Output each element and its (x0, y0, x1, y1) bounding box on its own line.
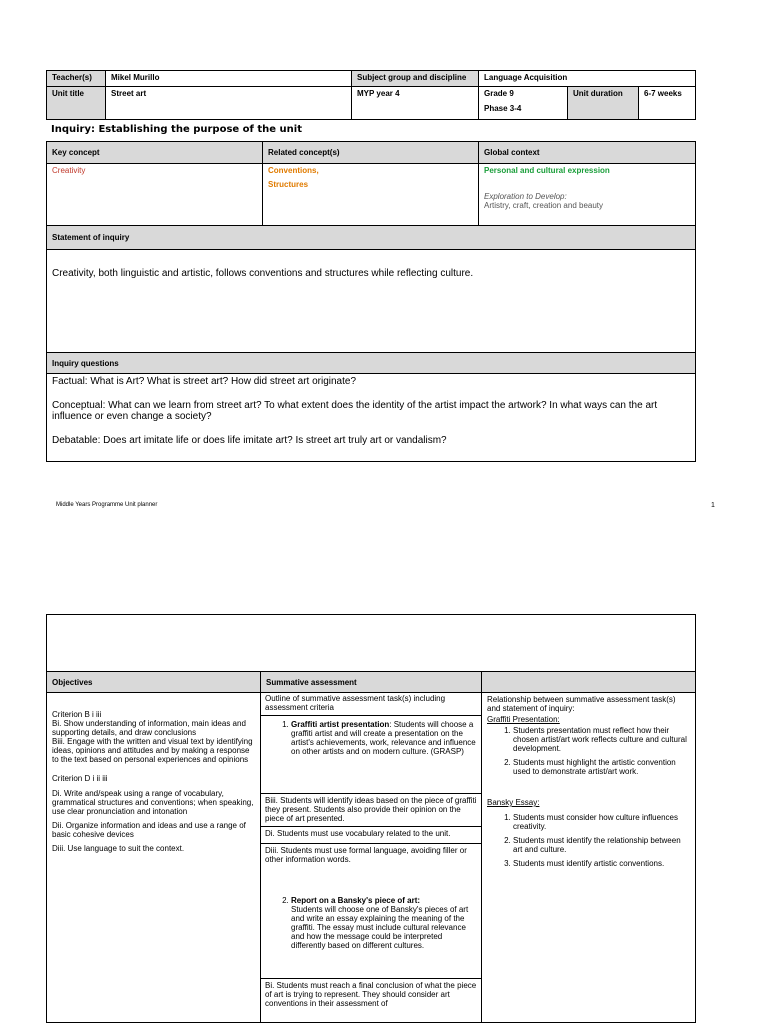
di-note: Di. Students must use vocabulary related to the unit. (261, 827, 481, 844)
grade-phase (479, 87, 568, 120)
related-concept-1: Conventions, (268, 166, 319, 175)
bansky-item-2: 2. Students must identify the relationship between art and culture. (513, 836, 690, 854)
teacher-label: Teacher(s) (47, 71, 106, 87)
assessment-table (46, 614, 696, 1023)
bansky-label: Bansky Essay: (487, 798, 540, 807)
objective-dii: Dii. Organize information and ideas and use a range of basic cohesive devices (52, 821, 246, 839)
task2-title: Report on a Bansky's piece of art: (291, 896, 421, 905)
footer-title: Middle Years Programme Unit planner (56, 502, 158, 508)
questions-label: Inquiry questions (47, 353, 696, 374)
global-context-value: Personal and cultural expression (484, 166, 610, 175)
diii-note: Diii. Students must use formal language, avoiding filler or other information words. (265, 846, 467, 864)
summative-label: Summative assessment (261, 672, 482, 693)
graffiti-item-1: 1. Students presentation must reflect how their chosen artist/art work reflects culture and cultural development. (513, 726, 690, 753)
statement-label: Statement of inquiry (47, 226, 696, 250)
key-concept-value: Creativity (47, 164, 263, 226)
conceptual-question: Conceptual: What can we learn from street art? To what extent does the identity of the artist impact the artwork? In what ways can the art influence or even change a society? (52, 400, 658, 422)
subject-label: Subject group and discipline (352, 71, 479, 87)
factual-question: Factual: What is Art? What is street art? How did street art originate? (52, 376, 357, 387)
task1-text: : Students will choose a graffiti artist and will create a presentation on the artist's achievements, work, relevance and influence on other artists and on modern culture. (GRASP) (291, 720, 476, 756)
unit-header-table (46, 70, 696, 120)
summative-cell (261, 693, 482, 1023)
criterion-b: Criterion B i iii (52, 710, 102, 719)
key-concept-label: Key concept (47, 142, 263, 164)
task1-item (291, 720, 477, 756)
graffiti-label: Graffiti Presentation: (487, 715, 560, 724)
questions-cell (47, 374, 696, 462)
task2-block (261, 844, 481, 979)
related-concepts (263, 164, 479, 226)
unit-duration-value: 6-7 weeks (639, 87, 696, 120)
summative-outline: Outline of summative assessment task(s) including assessment criteria (261, 693, 481, 716)
bansky-item-3: 3. Students must identify artistic conventions. (513, 859, 690, 868)
objectives-cell (47, 693, 261, 1023)
task1-block (261, 716, 481, 794)
debatable-question: Debatable: Does art imitate life or does life imitate art? Is street art truly art or vandalism? (52, 435, 447, 446)
objective-diii: Diii. Use language to suit the context. (52, 844, 185, 853)
global-context-cell (479, 164, 696, 226)
teacher-value: Mikel Murillo (106, 71, 352, 87)
inquiry-heading: Inquiry: Establishing the purpose of the unit (51, 124, 302, 135)
objectives-label: Objectives (47, 672, 261, 693)
blank-gray-cell (482, 672, 696, 693)
unit-title-value: Street art (106, 87, 352, 120)
bansky-item-1: 1. Students must consider how culture influences creativity. (513, 813, 690, 831)
page-number: 1 (711, 502, 715, 509)
biii-note: Biii. Students will identify ideas based on the piece of graffiti they present. Students also provide their opinion on the piece of art presented. (261, 794, 481, 827)
blank-header-cell (47, 615, 696, 672)
objective-di: Di. Write and/speak using a range of vocabulary, grammatical structures and conventions; when speaking, use clear pronunciation and intonation (52, 789, 254, 816)
related-concept-label: Related concept(s) (263, 142, 479, 164)
task1-title: Graffiti artist presentation (291, 720, 390, 729)
objective-bi: Bi. Show understanding of information, main ideas and supporting details, and draw conclusions (52, 719, 246, 737)
phase: Phase 3-4 (484, 104, 522, 113)
subject-value: Language Acquisition (479, 71, 696, 87)
unit-title-label: Unit title (47, 87, 106, 120)
inquiry-table (46, 141, 696, 462)
task2-text: Students will choose one of Bansky's pieces of art and write an essay explaining the meaning of the graffiti. The essay must include cultural relevance and how the message could be interpreted differently based on different cultures. (291, 905, 469, 950)
unit-duration-label: Unit duration (568, 87, 639, 120)
exploration-label: Exploration to Develop: (484, 192, 567, 201)
relationship-cell (482, 693, 696, 1023)
task2-item (291, 896, 477, 950)
global-context-label: Global context (479, 142, 696, 164)
objective-biii: Biii. Engage with the written and visual text by identifying ideas, opinions and attitudes and by making a response to the text based on personal experiences and opinions (52, 737, 253, 764)
statement-text: Creativity, both linguistic and artistic, follows conventions and structures while reflecting culture. (47, 250, 696, 353)
relationship-heading: Relationship between summative assessment task(s) and statement of inquiry: (487, 695, 676, 713)
criterion-d: Criterion D i ii iii (52, 774, 108, 783)
grade: Grade 9 (484, 89, 514, 98)
myp-year: MYP year 4 (352, 87, 479, 120)
related-concept-2: Structures (268, 180, 309, 189)
graffiti-item-2: 2. Students must highlight the artistic convention used to demonstrate artist/art work. (513, 758, 690, 776)
exploration-value: Artistry, craft, creation and beauty (484, 201, 604, 210)
bi-note: Bi. Students must reach a final conclusion of what the piece of art is trying to represent. They should consider art conventions in their assessment of (265, 981, 477, 1008)
